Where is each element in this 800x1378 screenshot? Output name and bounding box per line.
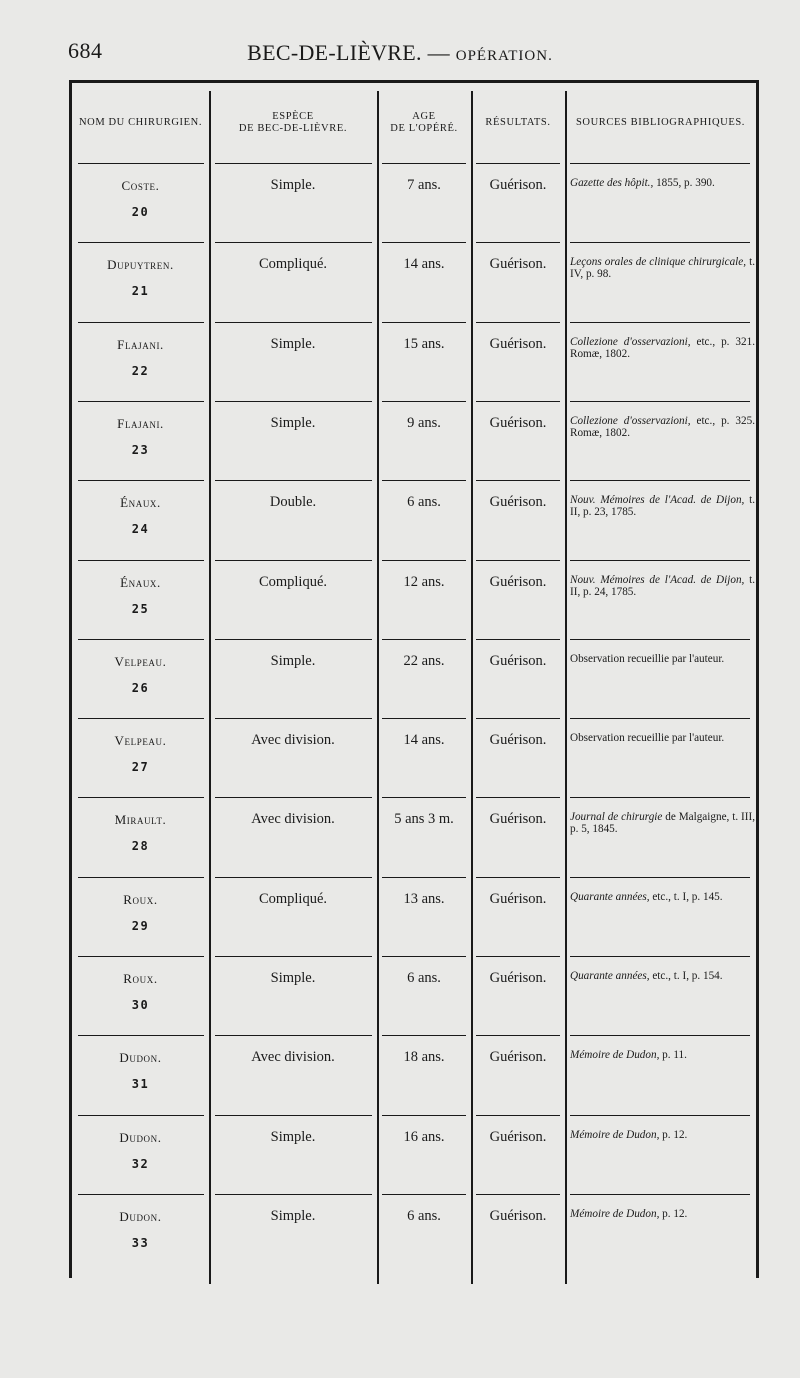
source-detail: de Malgaigne, t. III, p. 5, 1845. [570, 811, 755, 836]
row-rule [570, 1115, 750, 1116]
row-rule [78, 1035, 204, 1036]
surgeon-name: Roux. [123, 891, 158, 907]
source-detail: t. II, p. 24, 1785. [570, 573, 755, 598]
title-dash: — [427, 40, 450, 65]
row-rule [476, 877, 560, 878]
cleft-type: Avec division. [251, 732, 335, 749]
patient-age: 6 ans. [407, 1207, 441, 1224]
row-rule [476, 401, 560, 402]
cleft-type: Simple. [270, 1128, 316, 1145]
patient-age: 6 ans. [407, 970, 441, 986]
source-title: Collezione d'osservazioni, [570, 414, 691, 427]
cleft-type: Double. [269, 494, 317, 511]
source-detail: p. 12. [659, 1128, 688, 1141]
bibliographic-source [570, 970, 755, 982]
table-row [72, 1035, 756, 1114]
bibliographic-source [570, 256, 755, 280]
header-surgeon: NOM DU CHIRURGIEN. [78, 117, 203, 128]
bibliographic-source [570, 574, 755, 598]
observation-number: 30 [131, 998, 150, 1012]
cleft-type: Simple. [270, 652, 316, 669]
source-title: Collezione d'osservazioni, [570, 335, 691, 348]
source-title: Gazette des hôpit., [570, 177, 654, 189]
row-rule [78, 480, 204, 481]
patient-age: 12 ans. [403, 573, 445, 590]
row-rule [382, 956, 466, 957]
page-number: 684 [68, 38, 103, 63]
row-rule [570, 242, 750, 243]
result: Guérison. [489, 335, 547, 352]
observation-number: 33 [131, 1235, 150, 1250]
source-detail: Observation recueillie par l'auteur. [570, 732, 725, 745]
table-row [72, 1194, 756, 1273]
row-rule [570, 1035, 750, 1036]
result: Guérison. [489, 414, 547, 431]
cleft-type: Compliqué. [258, 890, 328, 907]
observation-number: 32 [131, 1156, 150, 1171]
row-rule [78, 639, 204, 640]
source-detail: etc., t. I, p. 154. [649, 970, 723, 982]
observation-number: 23 [131, 442, 150, 457]
surgeon-name: Flajani. [117, 336, 164, 352]
cleft-type: Simple. [270, 414, 316, 431]
row-rule [215, 639, 372, 640]
row-rule [570, 560, 750, 561]
row-rule [570, 322, 750, 323]
table-row [72, 322, 756, 401]
observation-number: 29 [131, 918, 150, 933]
surgery-table [69, 80, 759, 1278]
row-rule [215, 322, 372, 323]
observation-number: 24 [131, 522, 150, 537]
observation-number: 25 [131, 601, 150, 616]
source-detail: etc., p. 325. Romæ, 1802. [570, 414, 755, 439]
result: Guérison. [489, 494, 547, 511]
row-rule [78, 1194, 204, 1195]
source-detail: t. IV, p. 98. [570, 256, 755, 281]
row-rule [78, 401, 204, 402]
patient-age: 16 ans. [403, 1128, 445, 1145]
row-rule [570, 877, 750, 878]
observation-number: 20 [131, 205, 150, 219]
bibliographic-source [570, 336, 755, 360]
source-detail: 1855, p. 390. [653, 177, 715, 189]
row-rule [382, 322, 466, 323]
bibliographic-source [570, 1208, 755, 1220]
result: Guérison. [489, 890, 547, 907]
patient-age: 22 ans. [403, 652, 445, 669]
row-rule [570, 718, 750, 719]
table-row [72, 242, 756, 321]
row-rule [570, 480, 750, 481]
row-rule [382, 718, 466, 719]
table-row [72, 956, 756, 1035]
surgeon-name: Énaux. [120, 574, 161, 590]
row-rule [215, 1115, 372, 1116]
cleft-type: Simple. [270, 177, 316, 193]
cleft-type: Simple. [270, 970, 316, 986]
cleft-type: Avec division. [251, 1049, 335, 1066]
row-rule [78, 163, 204, 164]
row-rule [215, 797, 372, 798]
row-rule [382, 163, 466, 164]
row-rule [476, 1194, 560, 1195]
row-rule [382, 560, 466, 561]
cleft-type: Avec division. [251, 811, 335, 828]
row-rule [78, 956, 204, 957]
observation-number: 26 [131, 680, 150, 695]
patient-age: 14 ans. [403, 256, 445, 273]
header-sources: SOURCES BIBLIOGRAPHIQUES. [575, 117, 746, 128]
row-rule [382, 1115, 466, 1116]
observation-number: 28 [131, 839, 150, 854]
cleft-type: Compliqué. [258, 256, 328, 273]
header-type: ESPÈCE DE BEC-DE-LIÈVRE. [238, 111, 348, 134]
source-title: Journal de chirurgie [570, 811, 663, 824]
table-row [72, 163, 756, 242]
surgeon-name: Velpeau. [114, 733, 167, 749]
patient-age: 14 ans. [403, 732, 445, 749]
result: Guérison. [489, 970, 547, 986]
row-rule [215, 401, 372, 402]
row-rule [215, 560, 372, 561]
surgeon-name: Dudon. [119, 1129, 162, 1145]
row-rule [382, 877, 466, 878]
bibliographic-source [570, 653, 755, 665]
bibliographic-source [570, 732, 755, 744]
observation-number: 27 [131, 760, 150, 775]
surgeon-name: Coste. [121, 178, 160, 193]
table-row [72, 1115, 756, 1194]
source-title: Quarante années, [570, 970, 650, 982]
row-rule [476, 322, 560, 323]
cleft-type: Compliqué. [258, 573, 328, 590]
source-title: Mémoire de Dudon, [570, 1049, 660, 1062]
surgeon-name: Mirault. [114, 812, 167, 828]
row-rule [382, 480, 466, 481]
table-row [72, 401, 756, 480]
table-row [72, 639, 756, 718]
patient-age: 5 ans 3 m. [394, 811, 454, 828]
table-row [72, 797, 756, 876]
patient-age: 18 ans. [403, 1049, 445, 1066]
surgeon-name: Dupuytren. [107, 257, 174, 273]
result: Guérison. [489, 1207, 547, 1224]
source-title: Leçons orales de clinique chirurgicale, [570, 256, 747, 269]
patient-age: 13 ans. [403, 890, 445, 907]
row-rule [78, 797, 204, 798]
source-title: Mémoire de Dudon, [570, 1128, 660, 1141]
observation-number: 31 [131, 1077, 150, 1092]
row-rule [570, 1194, 750, 1195]
row-rule [78, 1115, 204, 1116]
row-rule [382, 1035, 466, 1036]
row-rule [215, 877, 372, 878]
result: Guérison. [489, 652, 547, 669]
surgeon-name: Roux. [123, 971, 158, 986]
row-rule [476, 1115, 560, 1116]
bibliographic-source [570, 177, 755, 189]
surgeon-name: Velpeau. [114, 653, 167, 669]
surgeon-name: Dudon. [119, 1050, 162, 1066]
bibliographic-source [570, 891, 755, 903]
table-header [72, 83, 756, 163]
row-rule [570, 639, 750, 640]
row-rule [476, 718, 560, 719]
row-rule [476, 480, 560, 481]
bibliographic-source [570, 811, 755, 835]
bibliographic-source [570, 1049, 755, 1061]
row-rule [476, 797, 560, 798]
row-rule [382, 639, 466, 640]
result: Guérison. [489, 256, 547, 273]
source-title: Mémoire de Dudon, [570, 1207, 660, 1220]
source-detail: Observation recueillie par l'auteur. [570, 652, 725, 665]
row-rule [215, 480, 372, 481]
row-rule [476, 163, 560, 164]
row-rule [382, 1194, 466, 1195]
row-rule [78, 242, 204, 243]
observation-number: 22 [131, 363, 150, 378]
surgeon-name: Énaux. [120, 495, 161, 511]
patient-age: 6 ans. [407, 494, 441, 511]
patient-age: 15 ans. [403, 335, 445, 352]
row-rule [476, 956, 560, 957]
observation-number: 21 [131, 284, 150, 299]
page-subtitle: OPÉRATION. [455, 48, 553, 64]
running-head [0, 40, 800, 66]
row-rule [215, 163, 372, 164]
row-rule [215, 956, 372, 957]
row-rule [215, 1035, 372, 1036]
patient-age: 9 ans. [407, 414, 441, 431]
bibliographic-source [570, 415, 755, 439]
result: Guérison. [489, 1049, 547, 1066]
header-result: RÉSULTATS. [485, 117, 551, 128]
table-row [72, 560, 756, 639]
source-detail: p. 12. [659, 1207, 688, 1220]
result: Guérison. [489, 732, 547, 749]
row-rule [382, 797, 466, 798]
row-rule [476, 560, 560, 561]
row-rule [382, 401, 466, 402]
source-title: Nouv. Mémoires de l'Acad. de Dijon, [570, 494, 745, 507]
table-row [72, 718, 756, 797]
result: Guérison. [489, 573, 547, 590]
patient-age: 7 ans. [407, 177, 441, 193]
row-rule [476, 242, 560, 243]
row-rule [570, 956, 750, 957]
surgeon-name: Flajani. [117, 415, 164, 431]
bibliographic-source [570, 1129, 755, 1141]
row-rule [78, 560, 204, 561]
source-detail: etc., p. 321. Romæ, 1802. [570, 335, 755, 360]
source-detail: p. 11. [659, 1049, 687, 1062]
table-row [72, 480, 756, 559]
source-detail: t. II, p. 23, 1785. [570, 494, 755, 519]
row-rule [476, 1035, 560, 1036]
row-rule [78, 718, 204, 719]
result: Guérison. [489, 1128, 547, 1145]
row-rule [476, 639, 560, 640]
surgeon-name: Dudon. [119, 1208, 162, 1224]
page-title: BEC-DE-LIÈVRE. [247, 40, 422, 65]
header-age: AGE DE L'OPÉRÉ. [390, 111, 458, 134]
row-rule [570, 797, 750, 798]
result: Guérison. [489, 811, 547, 828]
result: Guérison. [489, 177, 547, 193]
cleft-type: Simple. [270, 335, 316, 352]
source-title: Nouv. Mémoires de l'Acad. de Dijon, [570, 573, 745, 586]
row-rule [215, 718, 372, 719]
row-rule [570, 163, 750, 164]
bibliographic-source [570, 494, 755, 518]
source-title: Quarante années, [570, 890, 650, 903]
table-row [72, 877, 756, 956]
row-rule [570, 401, 750, 402]
row-rule [382, 242, 466, 243]
row-rule [78, 877, 204, 878]
cleft-type: Simple. [270, 1207, 316, 1224]
source-detail: etc., t. I, p. 145. [649, 890, 723, 903]
row-rule [215, 242, 372, 243]
row-rule [78, 322, 204, 323]
row-rule [215, 1194, 372, 1195]
